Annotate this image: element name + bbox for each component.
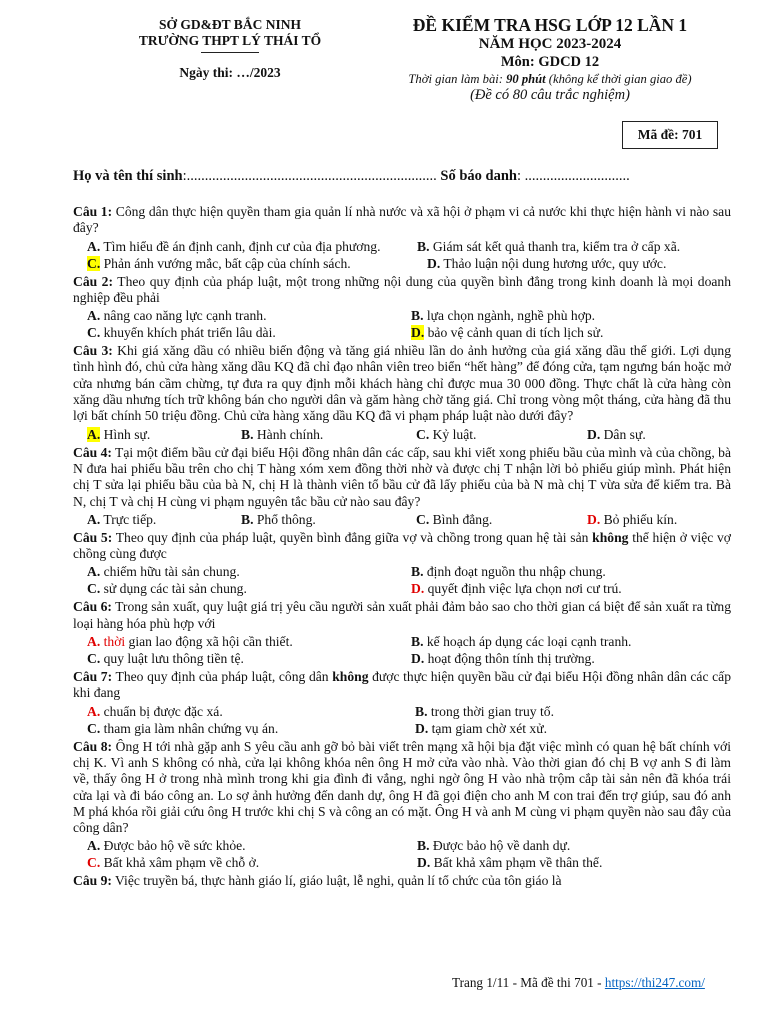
option-d[interactable]: D. bảo vệ cảnh quan di tích lịch sử. <box>411 325 604 341</box>
question-2: Câu 2: Theo quy định của pháp luật, một trong những nội dung của quyền bình đẳng trong kinh doanh là mọi doanh nghiệp đều phải A. nâng cao năng lực cạnh tranh. B. lựa chọn ngành, nghề phù hợp. C. khuyến khích phát triển lâu dài. D. bảo vệ cảnh quan di tích lịch sử. <box>73 273 731 341</box>
department-name: SỞ GD&ĐT BẮC NINH <box>159 17 301 32</box>
answer-marker: C. <box>87 855 101 871</box>
answer-highlight: A. <box>87 426 101 442</box>
answer-marker: A. <box>87 703 101 719</box>
question-count-note: (Đề có 80 câu trắc nghiệm) <box>470 87 630 103</box>
time-limit: Thời gian làm bài: 90 phút (không kể thời gian giao đề) <box>408 72 692 86</box>
name-field[interactable]: :..................................................................... <box>182 168 437 184</box>
option-a[interactable]: A. Trực tiếp. <box>87 511 157 527</box>
school-name: TRƯỜNG THPT LÝ THÁI TỔ <box>138 33 322 48</box>
option-b[interactable]: B. Được bảo hộ về danh dự. <box>417 838 571 854</box>
exam-code-box: Mã đề: 701 <box>622 121 718 149</box>
id-label: Số báo danh <box>440 168 517 184</box>
answer-highlight: D. <box>411 325 425 341</box>
answer-marker: A. <box>87 634 101 650</box>
option-d[interactable]: D. Dân sự. <box>587 426 646 442</box>
name-label: Họ và tên thí sinh <box>73 168 183 184</box>
question-7: Câu 7: Theo quy định của pháp luật, công dân không được thực hiện quyền bầu cử đại biểu Hội đồng nhân dân các cấp khi đang A. chuẩn bị được đặc xá. B. trong thời gian truy tố. C. tham gia làm nhân chứng vụ án. D. tạm giam chờ xét xử. <box>73 669 731 736</box>
divider <box>201 52 259 53</box>
answer-marker: D. <box>411 581 425 597</box>
option-b[interactable]: B. Phổ thông. <box>241 511 316 527</box>
answer-marker: D. <box>587 511 601 527</box>
header-right <box>380 15 720 104</box>
header-left <box>100 17 360 81</box>
question-3: Câu 3: Khi giá xăng dầu có nhiều biến động và tăng giá nhiều lần do ảnh hưởng của giá xăng dầu thế giới. Lợi dụng tình hình đó, chủ cửa hàng xăng dầu KQ đã chỉ đạo nhân viên treo biển “hết hàng” để đóng cửa, tạm ngưng bán hoặc mở cửa nhưng bán cầm chừng, tự đưa ra quy định mỗi khách hàng chỉ được mua 30 000 đồng. Thực chất là cửa hàng còn xăng dầu nhưng tích trữ không bán cho người dân và găm hàng chờ tăng giá. Chỉ trong vòng một tháng, cửa hàng đã thu lợi bất chính 50 triệu đồng. Chủ cửa hàng xăng dầu KQ đã vi phạm pháp luật nào dưới đây? A. Hình sự. B. Hành chính. C. Kỷ luật. D. Dân sự. <box>73 343 731 442</box>
option-b[interactable]: B. kế hoạch áp dụng các loại cạnh tranh. <box>411 634 632 650</box>
option-c[interactable]: C. quy luật lưu thông tiền tệ. <box>87 651 244 667</box>
option-b[interactable]: B. định đoạt nguồn thu nhập chung. <box>411 564 606 580</box>
questions <box>73 204 731 892</box>
option-c[interactable]: C. sử dụng các tài sản chung. <box>87 581 247 597</box>
option-d[interactable]: D. quyết định việc lựa chọn nơi cư trú. <box>411 581 622 597</box>
option-b[interactable]: B. Giám sát kết quả thanh tra, kiểm tra ở cấp xã. <box>417 238 681 254</box>
option-b[interactable]: B. Hành chính. <box>241 426 324 442</box>
option-b[interactable]: B. trong thời gian truy tố. <box>415 703 554 719</box>
option-a[interactable]: A. Tìm hiểu đề án định canh, định cư của địa phương. <box>87 238 381 254</box>
option-d[interactable]: D. hoạt động thôn tính thị trường. <box>411 651 595 667</box>
option-a[interactable]: A. chiếm hữu tài sản chung. <box>87 564 240 580</box>
option-c[interactable]: C. Kỷ luật. <box>416 426 477 442</box>
option-b[interactable]: B. lựa chọn ngành, nghề phù hợp. <box>411 308 596 324</box>
page-number: Trang 1/11 - Mã đề thi 701 - <box>452 975 605 990</box>
candidate-info <box>73 168 723 185</box>
option-d[interactable]: D. Bất khả xâm phạm về thân thể. <box>417 855 603 871</box>
question-8: Câu 8: Ông H tới nhà gặp anh S yêu cầu anh gỡ bỏ bài viết trên mạng xã hội bịa đặt việc mình có quan hệ bất chính với chị K. Vì anh S không có nhà, cửa lại không khóa nên ông H mở cửa vào nhà. Vào thời gian đó chị B vợ anh S đi làm về, thấy ông H ở trong nhà mình trong khi gia đình đi vắng, nghi ngờ ông H vào nhà trộm cắp tài sản nên đã khóa trái cửa lại và đi báo công an. Lo sợ ảnh hưởng đến danh dự, ông H đã gọi điện cho anh M con trai đến trợ giúp, sau đó anh M phá khóa rồi giải cứu ông H trước khi chị S và công an có mặt. Ông H và anh M cùng vi phạm quyền nào sau đây của công dân? A. Được bảo hộ về sức khỏe. B. Được bảo hộ về danh dự. C. Bất khả xâm phạm về chỗ ở. D. Bất khả xâm phạm về thân thể. <box>73 738 732 871</box>
option-c[interactable]: C. Phản ánh vướng mắc, bất cập của chính sách. <box>87 255 351 271</box>
option-a[interactable]: A. Được bảo hộ về sức khỏe. <box>87 838 246 854</box>
option-a[interactable]: A. chuẩn bị được đặc xá. <box>87 703 223 719</box>
school-year: NĂM HỌC 2023-2024 <box>478 36 622 52</box>
option-a[interactable]: A. nâng cao năng lực cạnh tranh. <box>87 308 267 324</box>
question-6: Câu 6: Trong sản xuất, quy luật giá trị yêu cầu người sản xuất phải đảm bảo sao cho thời gian cá biệt để sản xuất ra từng loại hàng hóa phù hợp với A. thời gian lao động xã hội cần thiết. B. kế hoạch áp dụng các loại cạnh tranh. C. quy luật lưu thông tiền tệ. D. hoạt động thôn tính thị trường. <box>73 599 731 667</box>
question-1: Câu 1: Công dân thực hiện quyền tham gia quản lí nhà nước và xã hội ở phạm vi cả nước khi thực hiện hành vi nào sau đây? A. Tìm hiểu đề án định canh, định cư của địa phương. B. Giám sát kết quả thanh tra, kiểm tra ở cấp xã. C. Phản ánh vướng mắc, bất cập của chính sách. D. Thảo luận nội dung hương ước, quy ước. <box>73 204 731 271</box>
option-c[interactable]: C. Bình đẳng. <box>416 511 493 527</box>
exam-title: ĐỀ KIỂM TRA HSG LỚP 12 LẦN 1 <box>412 15 688 35</box>
option-c[interactable]: C. Bất khả xâm phạm về chỗ ở. <box>87 855 260 871</box>
option-d[interactable]: D. tạm giam chờ xét xử. <box>415 720 547 736</box>
option-d[interactable]: D. Thảo luận nội dung hương ước, quy ước. <box>427 255 667 271</box>
option-c[interactable]: C. khuyến khích phát triển lâu dài. <box>87 325 276 341</box>
answer-highlight: C. <box>87 255 101 271</box>
option-a[interactable]: A. Hình sự. <box>87 426 151 442</box>
question-4: Câu 4: Tại một điểm bầu cử đại biểu Hội đồng nhân dân các cấp, sau khi viết xong phiếu bầu của mình và của chồng, bà N đưa hai phiếu bầu trên cho chị T hàng xóm xem đồng thời nhờ và được chị T nhận lời bỏ phiếu giúp mình. Phát hiện chị T sửa lại phiếu bầu của bà N, chị H là thành viên tổ bầu cử đã lấy phiếu của bà N mà chị T vừa sửa để kiểm tra. Bà N, chị T và chị H cùng vi phạm nguyên tắc bầu cử nào sau đây? A. Trực tiếp. B. Phổ thông. C. Bình đẳng. D. Bỏ phiếu kín. <box>73 444 731 527</box>
page-footer <box>452 975 705 991</box>
source-link[interactable]: https://thi247.com/ <box>604 975 705 990</box>
question-9: Câu 9: Việc truyền bá, thực hành giáo lí, giáo luật, lễ nghi, quản lí tổ chức của tôn giáo là <box>73 873 562 889</box>
id-field[interactable]: : ............................. <box>516 168 630 184</box>
option-c[interactable]: C. tham gia làm nhân chứng vụ án. <box>87 720 279 736</box>
subject: Môn: GDCD 12 <box>500 54 600 70</box>
exam-date: Ngày thi: …/2023 <box>179 65 281 80</box>
option-a[interactable]: A. thời gian lao động xã hội cần thiết. <box>87 634 293 650</box>
question-5: Câu 5: Theo quy định của pháp luật, quyền bình đẳng giữa vợ và chồng trong quan hệ tài sản không thể hiện ở việc vợ chồng cùng được A. chiếm hữu tài sản chung. B. định đoạt nguồn thu nhập chung. C. sử dụng các tài sản chung. D. quyết định việc lựa chọn nơi cư trú. <box>73 529 731 597</box>
option-d[interactable]: D. Bỏ phiếu kín. <box>587 511 678 527</box>
